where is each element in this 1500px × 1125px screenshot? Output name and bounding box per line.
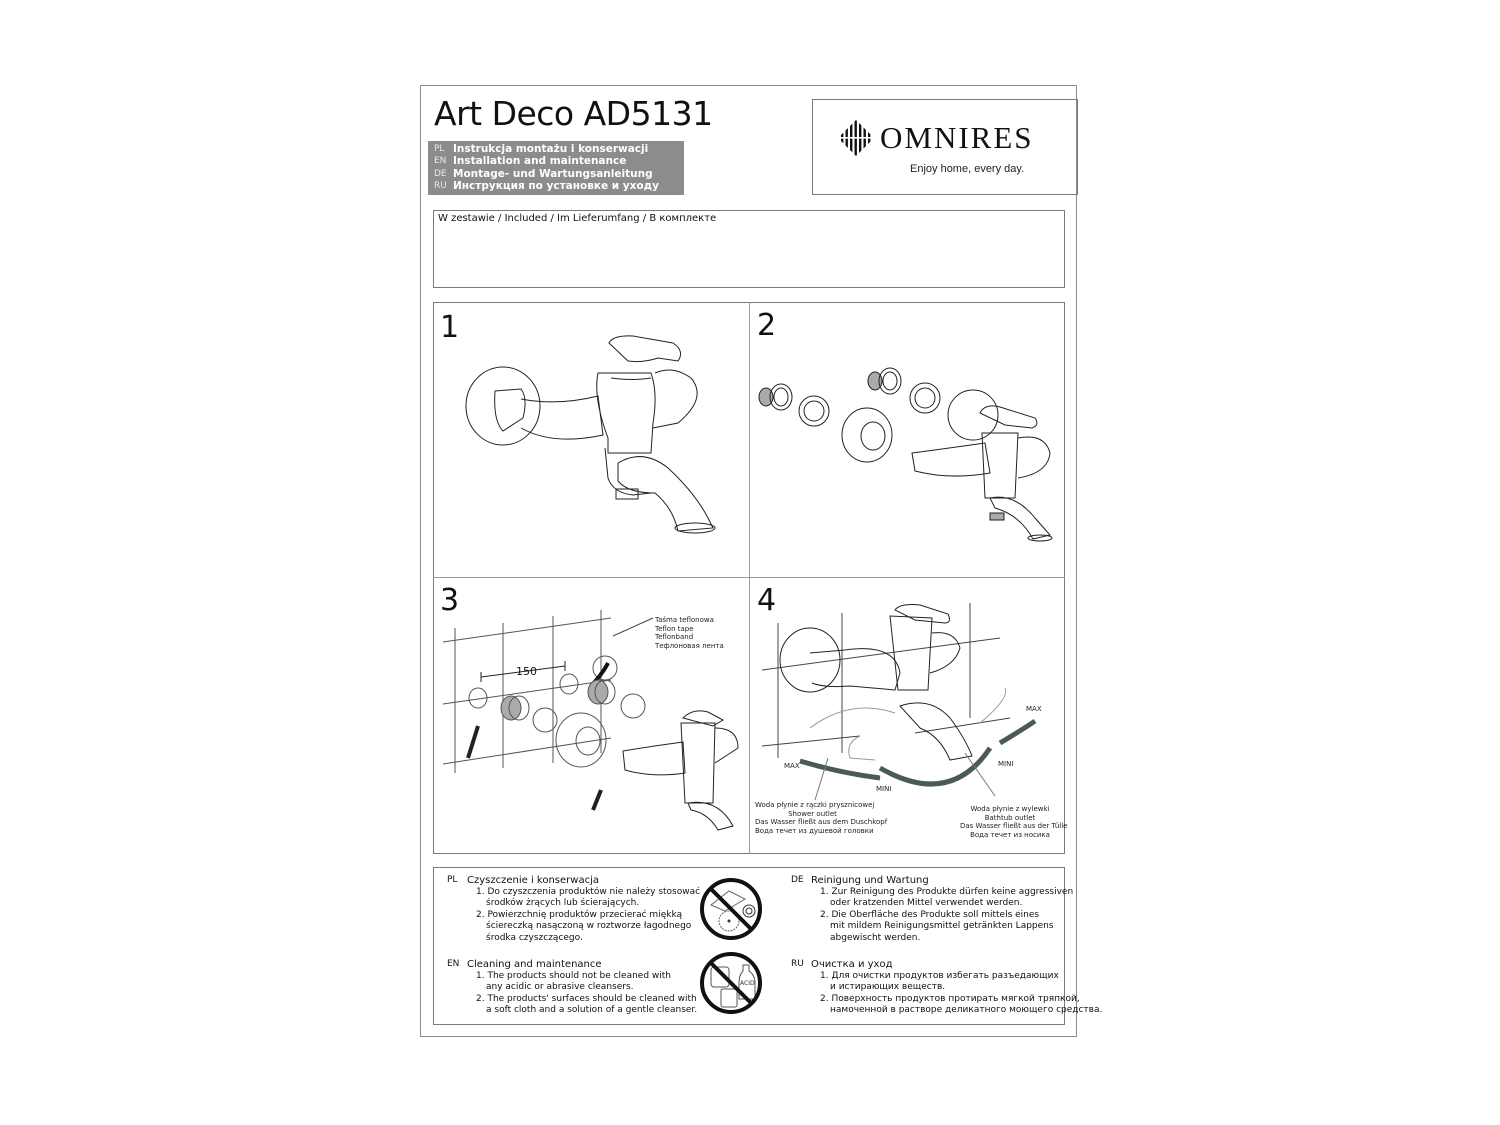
care-title: Cleaning and maintenance: [467, 959, 602, 970]
language-code: EN: [434, 156, 447, 167]
language-text: Montage- und Wartungsanleitung: [453, 167, 653, 180]
language-row-de: [434, 168, 684, 180]
care-section-pl: [447, 875, 700, 945]
bathtub-outlet-caption: [960, 805, 1068, 839]
caption-line: Woda płynie z rączki prysznicowej: [755, 801, 875, 809]
care-item-line: 1. Для очистки продуктов избегать разъедающих: [820, 970, 1059, 981]
care-item-line: środka czyszczącego.: [486, 932, 583, 943]
callout-line: Teflon tape: [655, 624, 694, 633]
max-left-label: MAX: [784, 762, 800, 770]
brand-tagline: Enjoy home, every day.: [910, 163, 1025, 175]
callout-line: Taśma teflonowa: [655, 616, 714, 624]
care-lang-code: RU: [791, 959, 804, 969]
care-item-line: any acidic or abrasive cleansers.: [486, 982, 634, 993]
caption-line: Вода течет из душевой головки: [755, 826, 874, 835]
care-item-line: ściereczką nasączoną w roztworze łagodnego: [486, 921, 692, 932]
care-item-line: 1. Do czyszczenia produktów nie należy stosować: [476, 886, 701, 897]
callout-line: Teflonband: [655, 633, 694, 642]
shower-outlet-caption: [755, 801, 888, 835]
care-section-en: [447, 959, 697, 1017]
caption-line: Das Wasser fließt aus dem Duschkopf: [755, 818, 888, 827]
step-number-3: 3: [440, 583, 460, 618]
teflon-callout: [655, 616, 724, 650]
acid-label: ACID: [740, 980, 755, 987]
language-code: PL: [434, 144, 445, 154]
language-text: Инструкция по установке и уходу: [453, 180, 659, 193]
care-title: Reinigung und Wartung: [811, 875, 929, 886]
language-code: DE: [434, 168, 447, 179]
product-title: Art Deco AD5131: [434, 94, 713, 133]
brand-name: OMNIRES: [880, 120, 1034, 155]
no-acid-icon: [699, 951, 763, 1015]
care-item-line: abgewischt werden.: [830, 932, 921, 943]
care-lang-code: PL: [447, 875, 458, 885]
care-title: Очистка и уход: [811, 959, 893, 970]
care-section-ru: [791, 959, 1102, 1017]
language-row-ru: [434, 180, 684, 192]
language-row-pl: [434, 143, 684, 155]
exploded-faucet-parts-illustration: [750, 303, 1065, 577]
mini-right-label: MINI: [998, 760, 1014, 768]
max-right-label: MAX: [1026, 705, 1042, 713]
callout-line: Тефлоновая лента: [655, 641, 724, 650]
language-text: Instrukcja montażu i konserwacji: [453, 143, 649, 155]
care-item-line: a soft cloth and a solution of a gentle cleanser.: [486, 1005, 698, 1016]
care-item-line: oder kratzenden Mittel verwendet werden.: [830, 898, 1023, 909]
care-item-line: środków żrących lub ścierających.: [486, 898, 640, 909]
care-lang-code: EN: [447, 959, 460, 969]
care-item-line: намоченной в растворе деликатного моющего средства.: [830, 1005, 1103, 1016]
caption-line: Das Wasser fließt aus der Tülle: [960, 822, 1068, 831]
language-band: [428, 141, 684, 195]
no-abrasive-tools-icon: [699, 877, 763, 941]
care-item-line: 1. The products should not be cleaned with: [476, 970, 672, 981]
care-item-line: 2. The products' surfaces should be cleaned with: [476, 993, 697, 1004]
care-item-line: 2. Powierzchnię produktów przecierać miękką: [476, 909, 683, 920]
step-number-1: 1: [440, 310, 460, 345]
caption-line: Bathtub outlet: [984, 813, 1036, 822]
language-text: Installation and maintenance: [453, 155, 627, 168]
step-number-2: 2: [757, 308, 777, 343]
step-number-4: 4: [757, 583, 777, 618]
care-item-line: и истирающих веществ.: [830, 982, 946, 993]
care-item-line: mit mildem Reinigungsmittel getränkten Lappens: [830, 921, 1054, 932]
mini-left-label: MINI: [876, 785, 892, 793]
included-label: W zestawie / Included / Im Lieferumfang / В комплекте: [438, 213, 717, 224]
diamond-striped-icon: [838, 120, 874, 156]
caption-line: Вода течет из носика: [970, 830, 1050, 839]
dimension-label: 150: [516, 665, 537, 678]
caption-line: Shower outlet: [788, 809, 837, 818]
care-item-line: 1. Zur Reinigung des Produkte dürfen keine aggressiven: [820, 886, 1074, 897]
care-title: Czyszczenie i konserwacja: [467, 875, 599, 886]
language-code: RU: [434, 181, 447, 192]
language-row-en: [434, 155, 684, 167]
care-lang-code: DE: [791, 875, 804, 885]
care-item-line: 2. Die Oberfläche des Produkte soll mittels eines: [820, 909, 1040, 920]
assembled-wall-faucet-illustration: [433, 303, 749, 577]
care-item-line: 2. Поверхность продуктов протирать мягкой тряпкой,: [820, 993, 1080, 1004]
caption-line: Woda płynie z wylewki: [970, 805, 1050, 813]
care-section-de: [791, 875, 1073, 945]
